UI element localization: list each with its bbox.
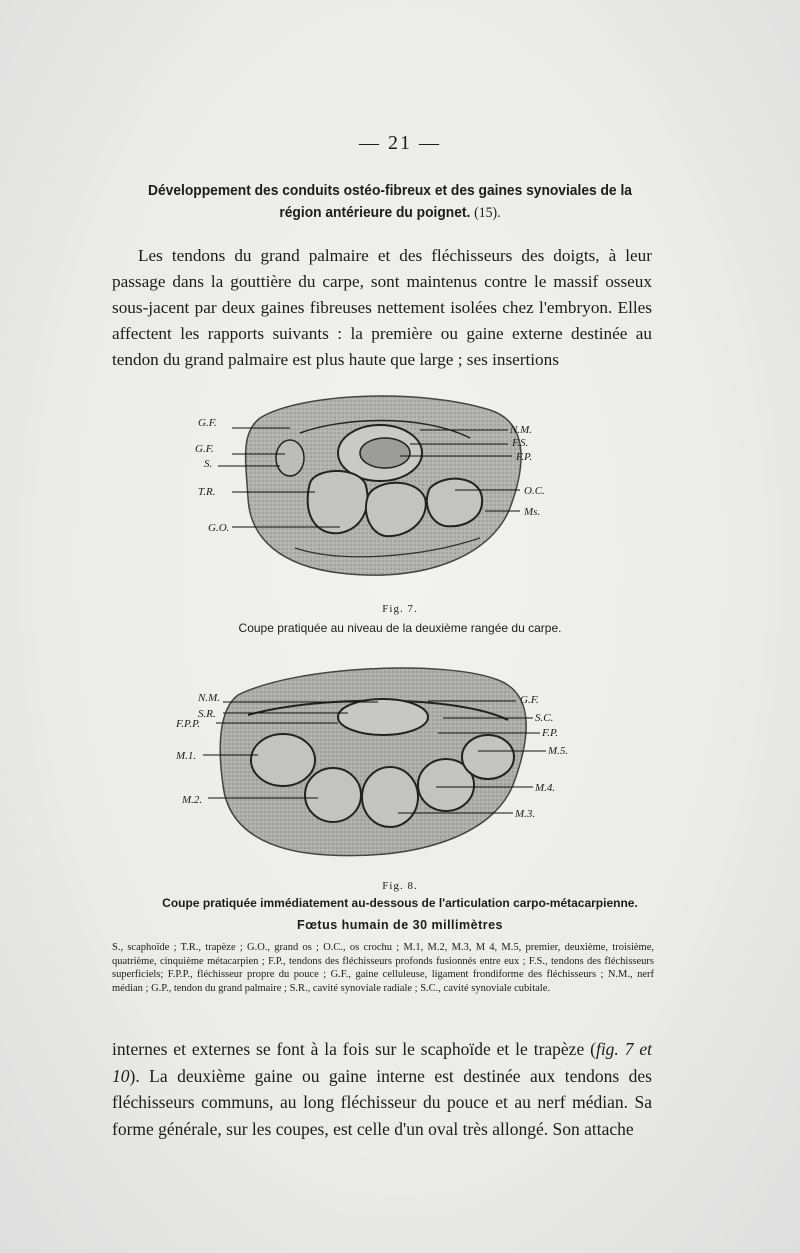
fig7-label-oc: O.C. (524, 485, 545, 497)
figure-8-image (168, 655, 608, 870)
fig7-label-gf-2: G.F. (195, 443, 214, 455)
fig8-label-gf: G.F. (520, 694, 539, 706)
fig8-label-m2: M.2. (182, 794, 203, 806)
figure-7-image (190, 388, 590, 598)
fig7-label-gf-1: G.F. (198, 417, 217, 429)
fig8-label-m4: M.4. (535, 782, 556, 794)
fig7-label-ms: Ms. (524, 506, 541, 518)
fig7-label-tr: T.R. (198, 486, 216, 498)
fig8-label-sr: S.R. (198, 708, 216, 720)
figure-8-illustration (168, 655, 608, 870)
figure-7-illustration (190, 388, 590, 598)
fig8-label-m3: M.3. (515, 808, 536, 820)
figure-7-number: Fig. 7. (382, 603, 418, 615)
fig8-label-fp: F.P. (542, 727, 559, 739)
paragraph-2-part-b: ). La deuxième gaine ou gaine interne est destinée aux tendons des fléchisseurs communs, au long fléchisseur du pouce et au nerf médian. Sa forme générale, sur les coupes, est celle d'un oval très allongé. Son attache (112, 1065, 652, 1139)
paragraph-2-part-a: internes et externes se font à la fois sur le scaphoïde et le trapèze ( (112, 1039, 596, 1059)
figure-subtitle: Fœtus humain de 30 millimètres (296, 918, 503, 932)
figure-8-number: Fig. 8. (382, 880, 418, 892)
figure-7-caption: Coupe pratiquée au niveau de la deuxième rangée du carpe. (238, 621, 562, 635)
page-number: — 21 — (359, 132, 441, 154)
paragraph-2-fig-ref: fig. 7 et 10 (112, 1039, 652, 1086)
section-title-text: Développement des conduits ostéo-fibreux et des gaines synoviales de la région antérieure du poignet. (148, 182, 632, 221)
fig8-label-sc: S.C. (535, 712, 554, 724)
section-title (132, 180, 647, 224)
fig7-label-nm: N.M. (510, 424, 532, 436)
paragraph-1: Les tendons du grand palmaire et des fléchisseurs des doigts, à leur passage dans la gouttière du carpe, sont maintenus contre le massif osseux sous-jacent par deux gaines fibreuses nettement isolées chez l'embryon. Elles affectent les rapports suivants : la première ou gaine externe destinée au tendon du grand palmaire est plus haute que large ; ses insertions (112, 246, 652, 369)
fig7-label-go: G.O. (208, 522, 230, 534)
fig7-label-fp: F.P. (516, 451, 533, 463)
fig8-label-m5: M.5. (548, 745, 569, 757)
section-title-ref: (15). (474, 205, 501, 221)
fig7-label-s: S. (204, 458, 213, 470)
paragraph-2 (112, 1036, 652, 1142)
fig8-label-m1: M.1. (176, 750, 197, 762)
fig7-label-fs: F.S. (512, 437, 529, 449)
figure-legend: S., scaphoïde ; T.R., trapèze ; G.O., grand os ; O.C., os crochu ; M.1, M.2, M.3, M 4, M.5, premier, deuxième, troisième, quatrième, cinquième métacarpien ; F.P., tendons des fléchisseurs profonds fusionnés entre eux ; F.S., tendons des fléchisseurs superficiels; F.P.P., fléchisseur propre du pouce ; G.F., gaine celluleuse, ligament frondiforme des fléchisseurs ; N.M., nerf médian ; G.P., tendon du grand palmaire ; S.R., cavité synoviale radiale ; S.C., cavité synoviale cubitale. (112, 942, 654, 994)
fig8-label-nm: N.M. (198, 692, 220, 704)
fig8-label-fpp: F.P.P. (176, 718, 201, 730)
figure-8-caption: Coupe pratiquée immédiatement au-dessous de l'articulation carpo-métacarpienne. (162, 896, 638, 910)
